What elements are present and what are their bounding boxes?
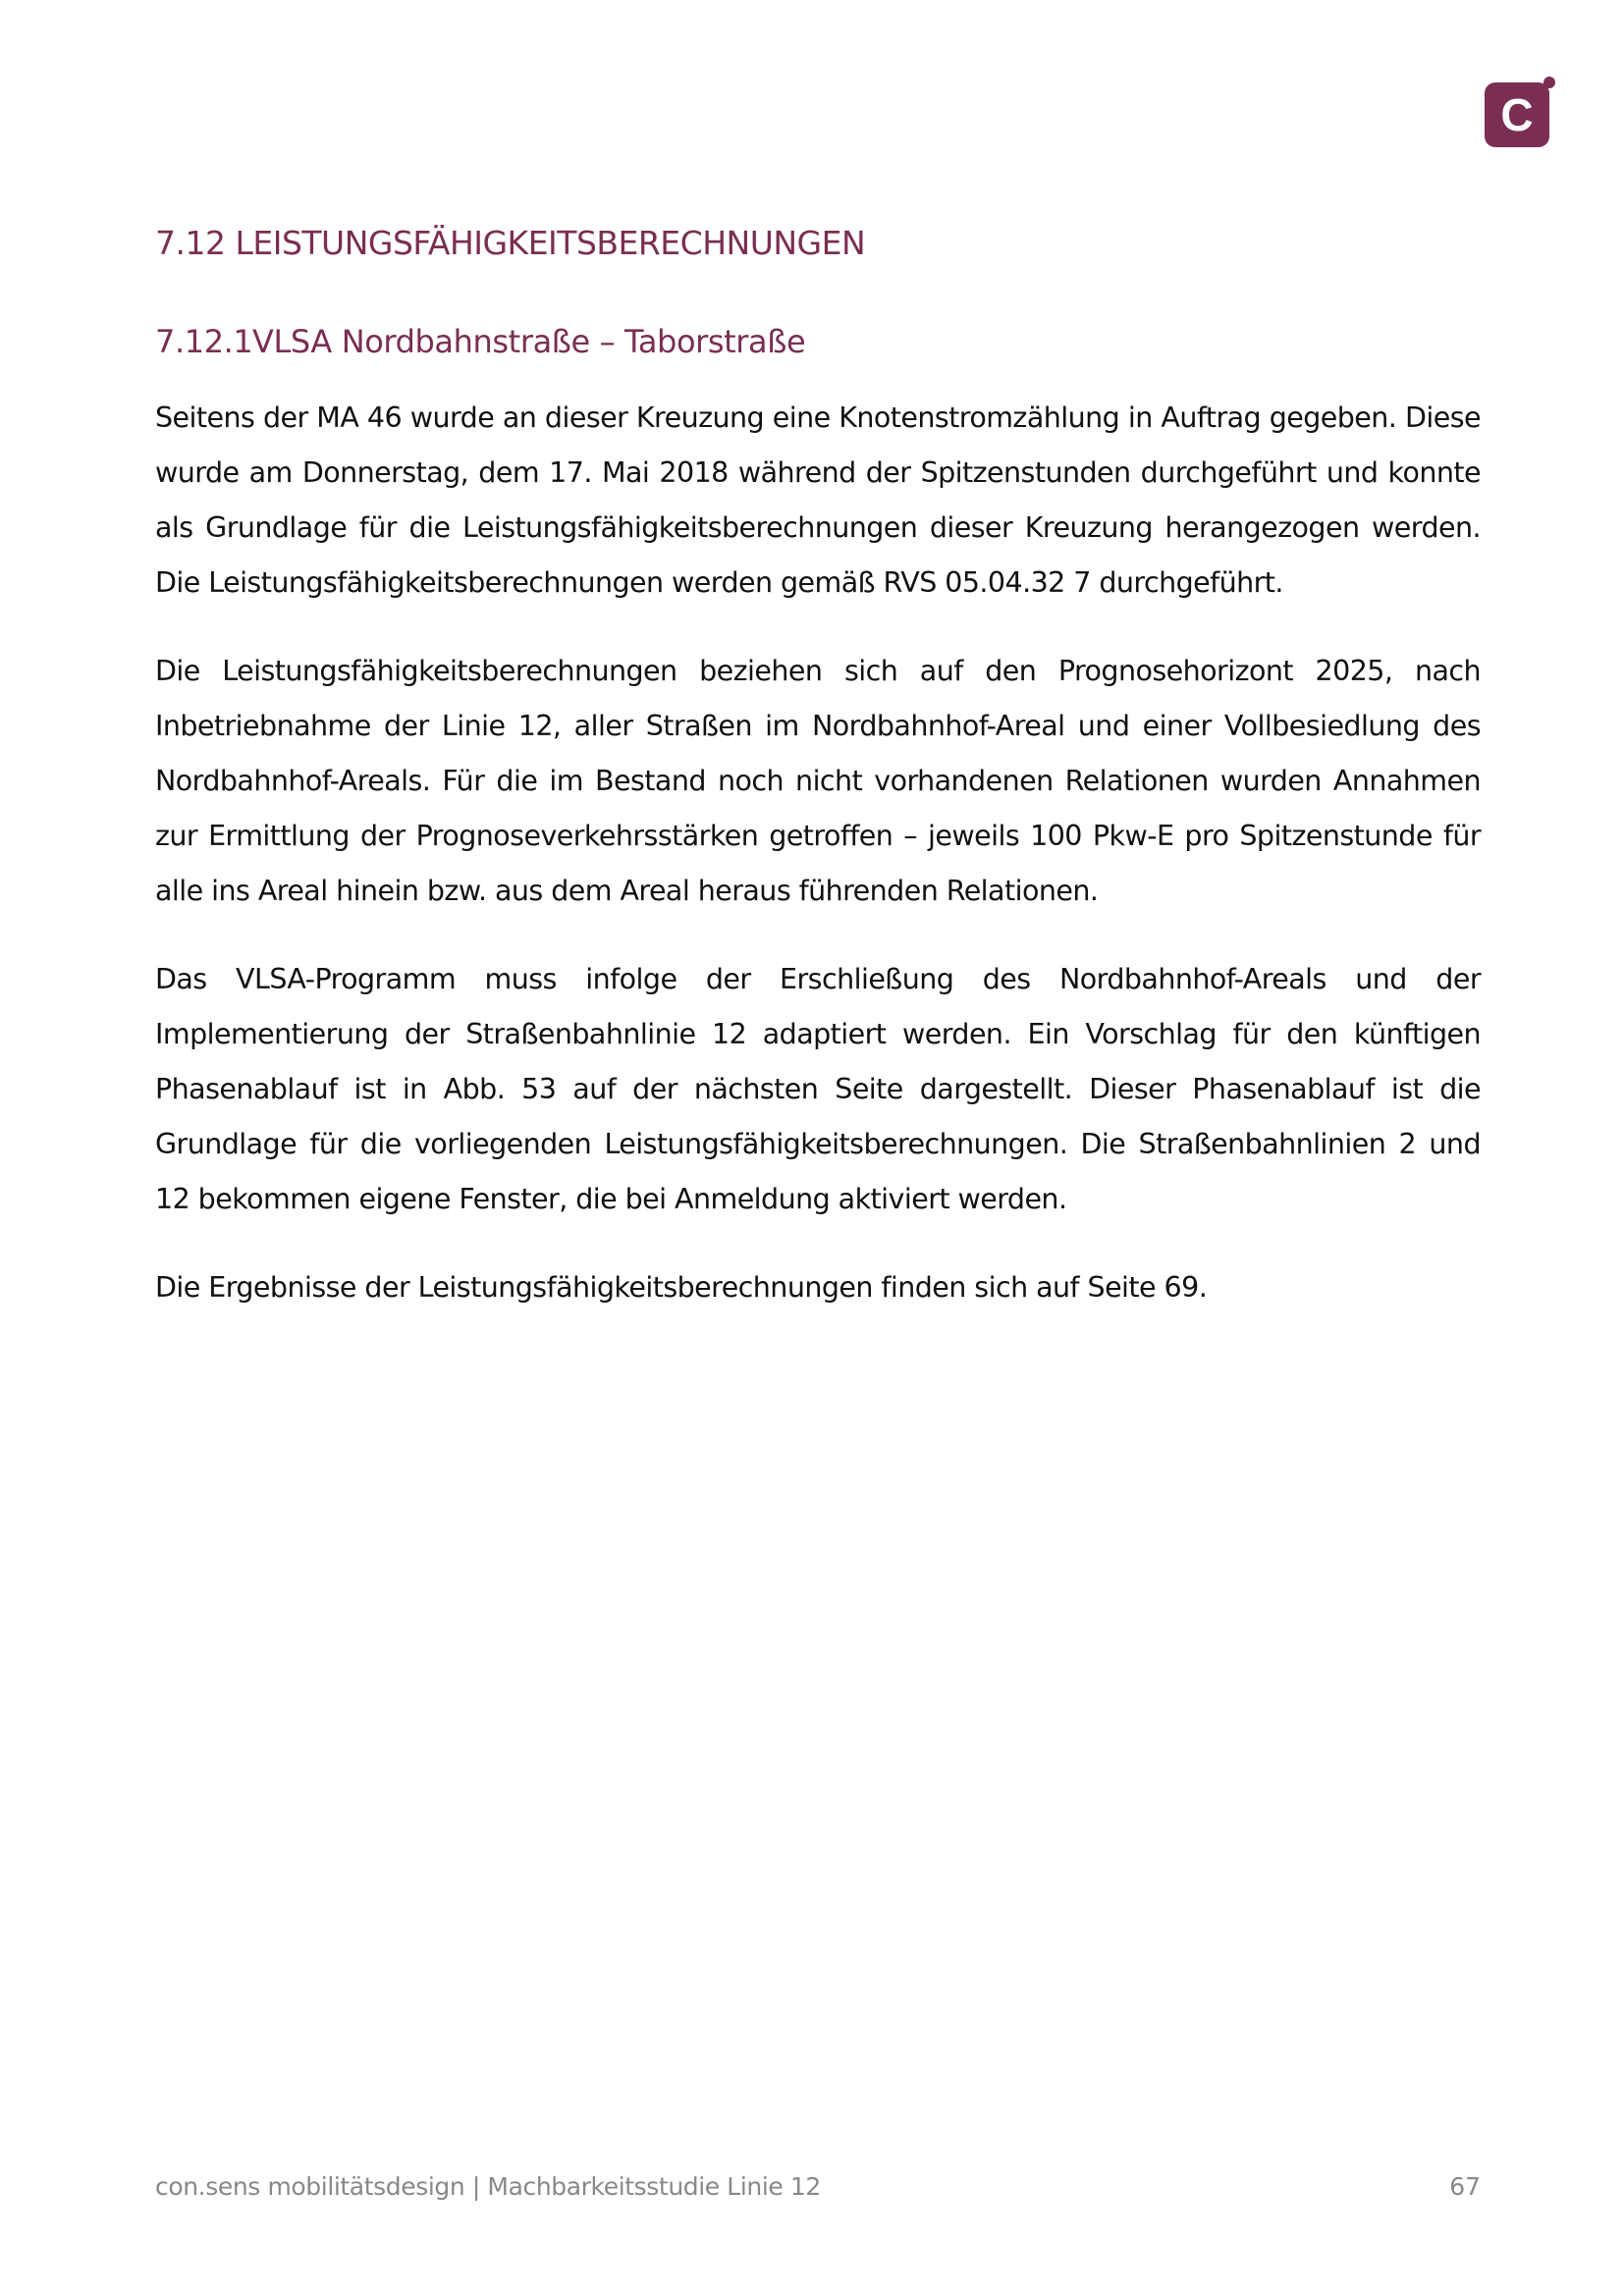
section-number: 7.12 [155, 224, 226, 262]
subsection-title: VLSA Nordbahnstraße – Taborstraße [252, 323, 806, 360]
subsection-number: 7.12.1 [155, 323, 253, 360]
paragraph: Seitens der MA 46 wurde an dieser Kreuzung eine Knotenstromzählung in Auftrag gegeben. Diese wurde am Donnerstag, dem 17. Mai 2018 während der Spitzenstunden durchgeführt und konnte als Grundlage für die Leistungsfähigkeitsberechnungen dieser Kreuzung herangezogen werden. Die Leistungsfähigkeitsberechnungen werden gemäß RVS 05.04.32 7 durchgeführt. [155, 401, 1481, 599]
logo-letter: C [1500, 89, 1534, 140]
subsection-heading [155, 323, 805, 360]
paragraph: Die Leistungsfähigkeitsberechnungen beziehen sich auf den Prognosehorizont 2025, nach Inbetriebnahme der Linie 12, aller Straßen im Nordbahnhof-Areal und einer Vollbesiedlung des Nordbahnhof-Areals. Für die im Bestand noch nicht vorhandenen Relationen wurden Annahmen zur Ermittlung der Prognoseverkehrsstärken getroffen – jeweils 100 Pkw-E pro Spitzenstunde für alle ins Areal hinein bzw. aus dem Areal heraus führenden Relationen. [155, 655, 1481, 907]
page-number: 67 [1449, 2172, 1481, 2201]
body-text [155, 391, 1481, 1349]
section-title: LEISTUNGSFÄHIGKEITSBERECHNUNGEN [235, 224, 866, 262]
paragraph: Das VLSA-Programm muss infolge der Erschließung des Nordbahnhof-Areals und der Implementierung der Straßenbahnlinie 12 adaptiert werden. Ein Vorschlag für den künftigen Phasenablauf ist in Abb. 53 auf der nächsten Seite dargestellt. Dieser Phasenablauf ist die Grundlage für die vorliegenden Leistungsfähigkeitsberechnungen. Die Straßenbahnlinien 2 und 12 bekommen eigene Fenster, die bei Anmeldung aktiviert werden. [155, 963, 1481, 1215]
footer-text: con.sens mobilitätsdesign | Machbarkeitsstudie Linie 12 [155, 2172, 821, 2201]
section-heading [155, 224, 865, 262]
paragraph: Die Ergebnisse der Leistungsfähigkeitsberechnungen finden sich auf Seite 69. [155, 1271, 1208, 1304]
cs-logo-icon [1485, 77, 1555, 147]
